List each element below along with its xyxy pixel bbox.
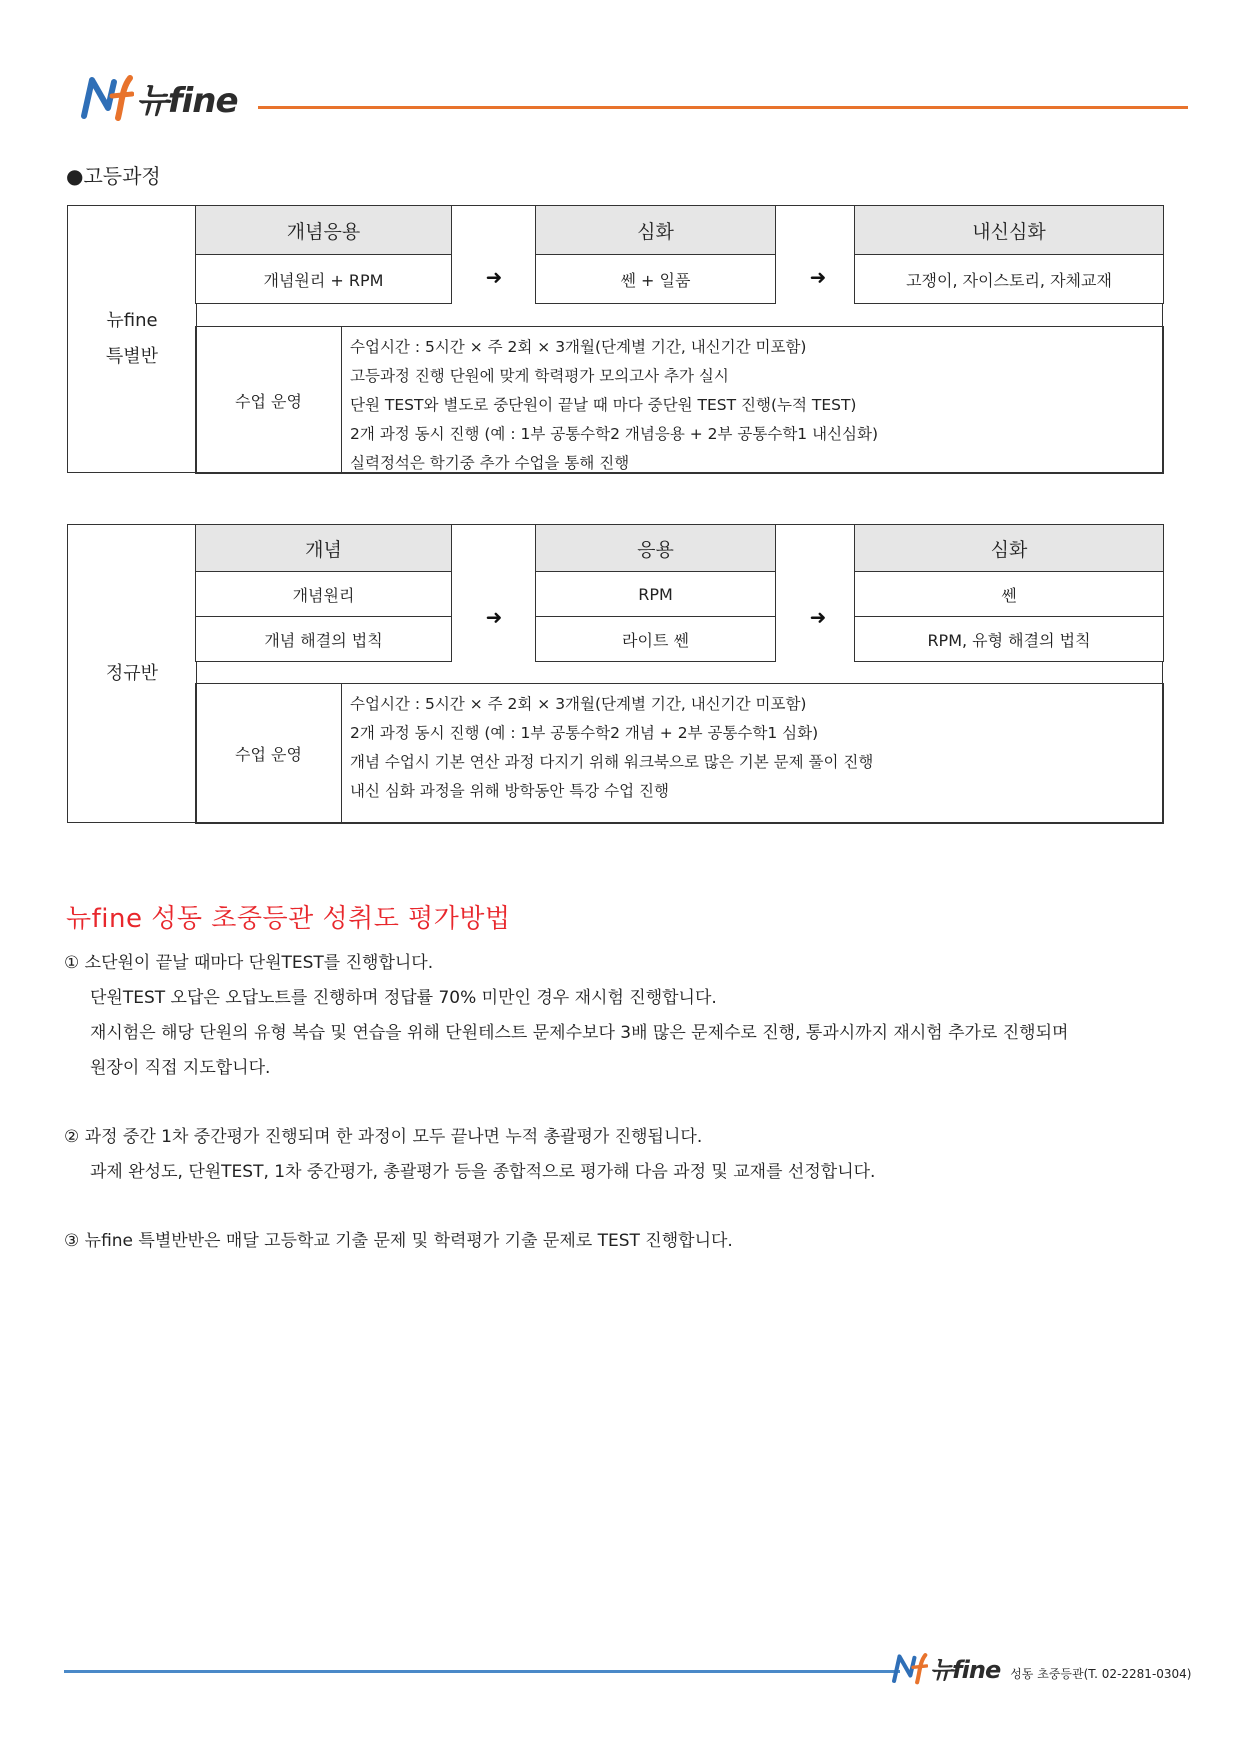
special-class-table: [67, 205, 1163, 473]
operation-item: 실력정석은 학기중 추가 수업을 통해 진행: [350, 454, 630, 472]
evaluation-item-2-detail: 과제 완성도, 단원TEST, 1차 중간평가, 총괄평가 등을 종합적으로 평가해 다음 과정 및 교재를 선정합니다.: [90, 1162, 876, 1182]
stage-book: RPM, 유형 해결의 법칙: [855, 616, 1163, 661]
operation-list: [342, 327, 878, 473]
footer: [890, 1650, 1192, 1685]
evaluation-body: [64, 946, 1164, 1259]
arrow-icon: ➜: [485, 265, 503, 289]
arrow-icon: ➜: [809, 605, 827, 629]
special-class-label-line1: 뉴fine: [106, 310, 158, 331]
stage-title: 내신심화: [855, 206, 1163, 255]
operation-item: 내신 심화 과정을 위해 방학동안 특강 수업 진행: [350, 782, 669, 800]
brand-logo: [78, 72, 238, 122]
special-class-label: [68, 206, 197, 472]
operation-item: 수업시간 : 5시간 × 주 2회 × 3개월(단계별 기간, 내신기간 미포함): [350, 695, 807, 713]
nf-logo-icon: [890, 1651, 928, 1685]
operation-item: 2개 과정 동시 진행 (예 : 1부 공통수학2 개념응용 + 2부 공통수학1 내신심화): [350, 425, 879, 443]
special-stage-1: [195, 205, 452, 304]
special-stage-3: [854, 205, 1164, 304]
footer-rule: [64, 1670, 900, 1673]
evaluation-item-1-detail: 원장이 직접 지도합니다.: [90, 1058, 271, 1078]
arrow-icon: ➜: [809, 265, 827, 289]
stage-book: 쎈 + 일품: [620, 270, 691, 290]
operation-item: 수업시간 : 5시간 × 주 2회 × 3개월(단계별 기간, 내신기간 미포함): [350, 338, 807, 356]
operation-item: 개념 수업시 기본 연산 과정 다지기 위해 워크북으로 많은 기본 문제 풀이 진행: [350, 753, 874, 771]
operation-item: 2개 과정 동시 진행 (예 : 1부 공통수학2 개념 + 2부 공통수학1 심화): [350, 724, 819, 742]
evaluation-item-1-detail: 단원TEST 오답은 오답노트를 진행하며 정답률 70% 미만인 경우 재시험 진행합니다.: [90, 988, 717, 1008]
nf-logo-icon: [78, 72, 134, 122]
stage-book: RPM: [638, 584, 673, 604]
operation-item: 고등과정 진행 단원에 맞게 학력평가 모의고사 추가 실시: [350, 367, 729, 385]
operation-list: [342, 684, 873, 823]
stage-book: 개념 해결의 법칙: [196, 616, 451, 661]
regular-class-label: [68, 525, 197, 822]
regular-class-label-text: 정규반: [105, 662, 159, 684]
footer-brand-name: 뉴fine: [930, 1656, 1001, 1684]
operation-label: 수업 운영: [196, 327, 342, 473]
section-heading: ●고등과정: [66, 164, 161, 188]
stage-book: 고쟁이, 자이스토리, 자체교재: [906, 270, 1112, 290]
stage-title: 심화: [536, 206, 775, 255]
evaluation-item-1: ① 소단원이 끝날 때마다 단원TEST를 진행합니다.: [64, 953, 434, 973]
operation-item: 단원 TEST와 별도로 중단원이 끝날 때 마다 중단원 TEST 진행(누적 TEST): [350, 396, 857, 414]
stage-book: 쎈: [1001, 585, 1017, 605]
footer-branch-contact: 성동 초중등관(T. 02-2281-0304): [1010, 1667, 1192, 1681]
evaluation-item-2: ② 과정 중간 1차 중간평가 진행되며 한 과정이 모두 끝나면 누적 총괄평가 진행됩니다.: [64, 1127, 703, 1147]
spacer: [64, 1086, 1164, 1120]
stage-book: 개념원리 + RPM: [263, 270, 384, 290]
special-stage-2: [535, 205, 776, 304]
special-class-operation: [195, 326, 1164, 474]
stage-title: 개념응용: [196, 206, 451, 255]
evaluation-title: 뉴fine 성동 초중등관 성취도 평가방법: [66, 904, 511, 934]
stage-book: 개념원리: [292, 585, 355, 605]
spacer: [64, 1190, 1164, 1224]
regular-stage-3: [854, 524, 1164, 662]
regular-stage-1: [195, 524, 452, 662]
evaluation-item-1-detail: 재시험은 해당 단원의 유형 복습 및 연습을 위해 단원테스트 문제수보다 3배 많은 문제수로 진행, 통과시까지 재시험 추가로 진행되며: [90, 1023, 1069, 1043]
regular-class-table: [67, 524, 1163, 823]
stage-title: 심화: [855, 525, 1163, 572]
evaluation-item-3: ③ 뉴fine 특별반반은 매달 고등학교 기출 문제 및 학력평가 기출 문제로 TEST 진행합니다.: [64, 1231, 733, 1251]
regular-class-operation: [195, 683, 1164, 824]
header-rule: [258, 106, 1188, 109]
operation-label: 수업 운영: [196, 684, 342, 823]
brand-name: 뉴fine: [136, 80, 238, 121]
stage-title: 응용: [536, 525, 775, 572]
stage-book: 라이트 쎈: [536, 616, 775, 661]
arrow-icon: ➜: [485, 605, 503, 629]
regular-stage-2: [535, 524, 776, 662]
special-class-label-line2: 특별반: [105, 346, 159, 367]
stage-title: 개념: [196, 525, 451, 572]
